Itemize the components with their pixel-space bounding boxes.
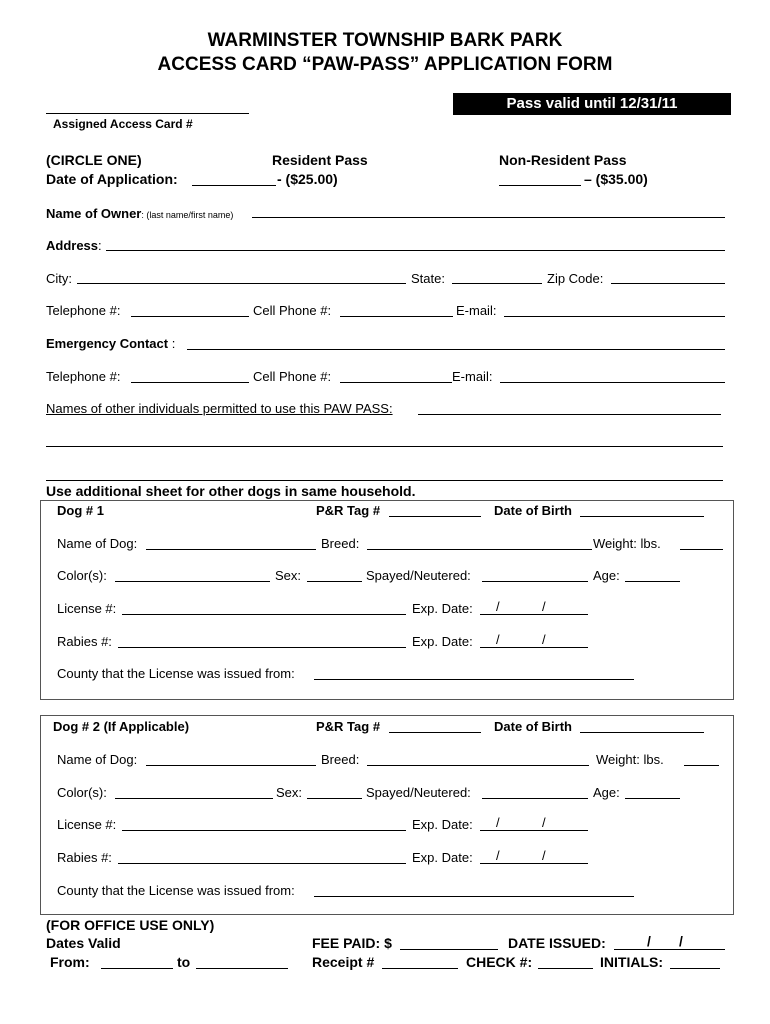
dog1-breed-label: Breed: (321, 536, 360, 551)
dog2-rabies-field[interactable] (118, 863, 406, 864)
non-resident-fee: – ($35.00) (584, 171, 648, 187)
dog1-weight-label: Weight: lbs. (593, 536, 661, 551)
address-label: Address (46, 238, 99, 253)
date-issued-field[interactable] (614, 949, 725, 950)
owner-name-label-wrap (46, 205, 233, 223)
dog2-spayed-field[interactable] (482, 798, 588, 799)
dog2-colors-label: Color(s): (57, 785, 107, 800)
emergency-label-wrap (46, 336, 175, 351)
date-issued-slash2: / (679, 933, 683, 949)
dates-valid-label: Dates Valid (46, 935, 121, 951)
dog1-name-label: Name of Dog: (57, 536, 138, 551)
emergency-cell-label: Cell Phone #: (253, 369, 332, 384)
dog1-rabies-exp-label: Exp. Date: (412, 634, 473, 649)
dog1-sex-label: Sex: (275, 568, 302, 583)
dog2-pr-tag-label: P&R Tag # (316, 719, 381, 734)
check-label: CHECK #: (466, 954, 533, 970)
dog1-rabies-label: Rabies #: (57, 634, 112, 649)
dog2-weight-field[interactable] (684, 765, 719, 766)
dog2-breed-label: Breed: (321, 752, 360, 767)
dog1-dob-label: Date of Birth (494, 503, 572, 518)
address-field[interactable] (106, 250, 725, 251)
dog1-pr-tag-label: P&R Tag # (316, 503, 381, 518)
dog2-dob-field[interactable] (580, 732, 704, 733)
others-permitted-field-2[interactable] (46, 446, 723, 447)
owner-telephone-field[interactable] (131, 316, 249, 317)
state-field[interactable] (452, 283, 542, 284)
dog2-name-field[interactable] (146, 765, 316, 766)
zip-field[interactable] (611, 283, 725, 284)
others-permitted-label: Names of other individuals permitted to use this PAW PASS: (46, 401, 393, 416)
dog1-age-label: Age: (593, 568, 620, 583)
zip-label: Zip Code: (547, 271, 604, 286)
assigned-card-label: Assigned Access Card # (53, 117, 193, 131)
emergency-email-label: E-mail: (452, 369, 493, 384)
pass-valid-banner: Pass valid until 12/31/11 (453, 93, 731, 115)
address-colon: : (98, 238, 102, 253)
dog2-license-exp-field[interactable] (480, 830, 588, 831)
emergency-contact-field[interactable] (187, 349, 725, 350)
dog1-weight-field[interactable] (680, 549, 723, 550)
dog2-age-field[interactable] (625, 798, 680, 799)
dog2-rabies-exp-label: Exp. Date: (412, 850, 473, 865)
emergency-email-field[interactable] (500, 382, 725, 383)
emergency-cell-field[interactable] (340, 382, 452, 383)
dog2-license-exp-slash2: / (542, 815, 546, 830)
resident-pass-option[interactable]: Resident Pass (272, 152, 368, 168)
form-title-line2: ACCESS CARD “PAW-PASS” APPLICATION FORM (157, 54, 613, 75)
dog1-heading: Dog # 1 (57, 503, 104, 518)
fee-paid-label: FEE PAID: $ (312, 935, 392, 951)
dog1-name-field[interactable] (146, 549, 316, 550)
others-permitted-field-3[interactable] (46, 480, 723, 481)
dog1-pr-tag-field[interactable] (389, 516, 481, 517)
dog2-license-exp-label: Exp. Date: (412, 817, 473, 832)
dog2-rabies-label: Rabies #: (57, 850, 112, 865)
additional-dogs-note: Use additional sheet for other dogs in same household. (46, 483, 416, 499)
owner-telephone-label: Telephone #: (46, 303, 121, 318)
date-of-application-field[interactable] (192, 185, 276, 186)
dog1-dob-field[interactable] (580, 516, 704, 517)
dog2-name-label: Name of Dog: (57, 752, 138, 767)
dog1-rabies-exp-slash1: / (496, 632, 500, 647)
dog1-license-exp-label: Exp. Date: (412, 601, 473, 616)
dog2-age-label: Age: (593, 785, 620, 800)
dog2-rabies-exp-field[interactable] (480, 863, 588, 864)
owner-cell-field[interactable] (340, 316, 453, 317)
dog1-county-label: County that the License was issued from: (57, 666, 295, 681)
dog1-rabies-field[interactable] (118, 647, 406, 648)
dog1-license-field[interactable] (122, 614, 406, 615)
check-field[interactable] (538, 968, 593, 969)
dog1-license-label: License #: (57, 601, 117, 616)
dates-from-label: From: (50, 954, 90, 970)
emergency-label: Emergency Contact (46, 336, 169, 351)
receipt-label: Receipt # (312, 954, 375, 970)
dates-to-label: to (177, 954, 191, 970)
dog2-county-field[interactable] (314, 896, 634, 897)
dog2-sex-label: Sex: (276, 785, 303, 800)
address-label-wrap (46, 238, 102, 253)
dog1-breed-field[interactable] (367, 549, 592, 550)
owner-cell-label: Cell Phone #: (253, 303, 332, 318)
owner-email-field[interactable] (504, 316, 725, 317)
dog1-license-exp-field[interactable] (480, 614, 588, 615)
receipt-field[interactable] (382, 968, 458, 969)
state-label: State: (411, 271, 445, 286)
dog2-license-field[interactable] (122, 830, 406, 831)
dog2-weight-label: Weight: lbs. (596, 752, 664, 767)
resident-fee: - ($25.00) (277, 171, 338, 187)
dog2-license-exp-slash1: / (496, 815, 500, 830)
dog2-spayed-label: Spayed/Neutered: (366, 785, 471, 800)
emergency-telephone-label: Telephone #: (46, 369, 121, 384)
dog2-pr-tag-field[interactable] (389, 732, 481, 733)
form-title-line1: WARMINSTER TOWNSHIP BARK PARK (207, 30, 563, 51)
office-use-heading: (FOR OFFICE USE ONLY) (46, 917, 215, 933)
dog1-license-exp-slash2: / (542, 599, 546, 614)
dog2-dob-label: Date of Birth (494, 719, 572, 734)
dog2-sex-field[interactable] (307, 798, 362, 799)
fee-paid-field[interactable] (400, 949, 498, 950)
dog1-county-field[interactable] (314, 679, 634, 680)
city-label: City: (46, 271, 72, 286)
city-field[interactable] (77, 283, 406, 284)
date-of-application-label: Date of Application: (46, 171, 178, 187)
emergency-colon: : (168, 336, 176, 351)
assigned-card-field[interactable] (46, 113, 249, 114)
non-resident-pass-option[interactable]: Non-Resident Pass (499, 152, 627, 168)
initials-label: INITIALS: (600, 954, 663, 970)
dog2-license-label: License #: (57, 817, 117, 832)
circle-one-label: (CIRCLE ONE) (46, 152, 142, 168)
non-resident-field[interactable] (499, 185, 581, 186)
dog2-rabies-exp-slash2: / (542, 848, 546, 863)
dates-to-field[interactable] (196, 968, 288, 969)
dog1-rabies-exp-field[interactable] (480, 647, 588, 648)
dog1-colors-field[interactable] (115, 581, 270, 582)
dog1-spayed-field[interactable] (482, 581, 588, 582)
dog2-rabies-exp-slash1: / (496, 848, 500, 863)
dog1-spayed-label: Spayed/Neutered: (366, 568, 471, 583)
dog1-age-field[interactable] (625, 581, 680, 582)
owner-name-hint: : (last name/first name) (141, 210, 234, 220)
dog2-county-label: County that the License was issued from: (57, 883, 295, 898)
dog1-rabies-exp-slash2: / (542, 632, 546, 647)
owner-name-label: Name of Owner (46, 206, 142, 221)
owner-email-label: E-mail: (456, 303, 497, 318)
dog2-colors-field[interactable] (115, 798, 273, 799)
initials-field[interactable] (670, 968, 720, 969)
owner-name-field[interactable] (252, 217, 725, 218)
date-issued-slash1: / (647, 933, 651, 949)
date-issued-label: DATE ISSUED: (508, 935, 606, 951)
dog1-sex-field[interactable] (307, 581, 362, 582)
dates-from-field[interactable] (101, 968, 173, 969)
dog2-heading: Dog # 2 (If Applicable) (53, 719, 190, 734)
others-permitted-field-1[interactable] (418, 414, 721, 415)
dog2-breed-field[interactable] (367, 765, 589, 766)
dog1-colors-label: Color(s): (57, 568, 107, 583)
emergency-telephone-field[interactable] (131, 382, 249, 383)
dog1-license-exp-slash1: / (496, 599, 500, 614)
